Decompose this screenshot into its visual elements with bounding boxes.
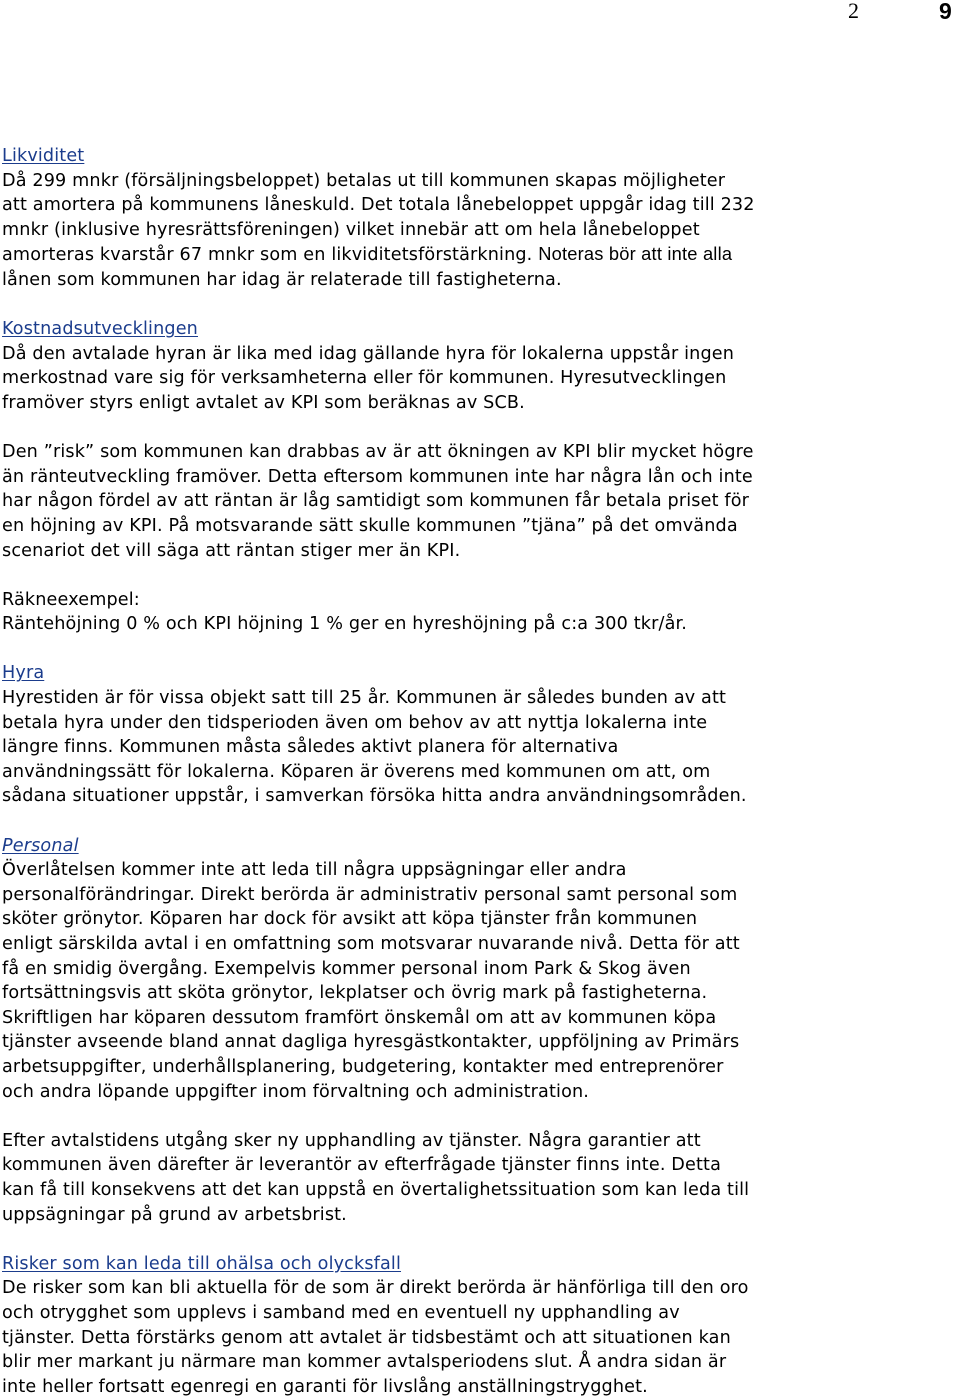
text-line: användningssätt för lokalerna. Köparen är överens med kommunen om att, om bbox=[2, 761, 711, 782]
text-line: tjänster avseende bland annat dagliga hyresgästkontakter, uppföljning av Primärs bbox=[2, 1032, 740, 1053]
text-line: blir mer markant ju närmare man kommer avtalsperiodens slut. Å andra sidan är bbox=[2, 1352, 727, 1373]
label-rakneexempel: Räkneexempel: bbox=[2, 589, 140, 610]
heading-risker: Risker som kan leda till ohälsa och olycksfall bbox=[2, 1253, 402, 1274]
text-line: har någon fördel av att räntan är låg samtidigt som kommunen får betala priset för bbox=[2, 491, 750, 512]
text-line: Den ”risk” som kommunen kan drabbas av är att ökningen av KPI blir mycket högre bbox=[2, 442, 754, 463]
section-kostnadsutvecklingen bbox=[2, 317, 958, 415]
text-line: mnkr (inklusive hyresrättsföreningen) vilket innebär att om hela lånebeloppet bbox=[2, 219, 700, 240]
text-line: personalförändringar. Direkt berörda är administrativ personal samt personal som bbox=[2, 884, 738, 905]
text-line: kommunen även därefter är leverantör av efterfrågade tjänster finns inte. Detta bbox=[2, 1155, 722, 1176]
text-line: inte heller fortsatt egenregi en garanti för livslång anställningstrygghet. bbox=[2, 1376, 648, 1397]
page-count: 9 bbox=[939, 0, 952, 24]
text-line: sköter grönytor. Köparen har dock för avsikt att köpa tjänster från kommunen bbox=[2, 909, 698, 930]
text-line: än ränteutveckling framöver. Detta eftersom kommunen inte har några lån och inte bbox=[2, 466, 753, 487]
text-line: Skriftligen har köparen dessutom framfört önskemål om att av kommunen köpa bbox=[2, 1007, 717, 1028]
text-line: få en smidig övergång. Exempelvis kommer personal inom Park & Skog även bbox=[2, 958, 691, 979]
text-line: uppsägningar på grund av arbetsbrist. bbox=[2, 1204, 347, 1225]
document-body bbox=[2, 144, 958, 1399]
text-line: att amortera på kommunens låneskuld. Det totala lånebeloppet uppgår idag till 232 bbox=[2, 195, 755, 216]
section-personal bbox=[2, 834, 958, 1105]
text-line: längre finns. Kommunen måsta således aktivt planera för alternativa bbox=[2, 737, 619, 758]
text-line: Då 299 mnkr (försäljningsbeloppet) betalas ut till kommunen skapas möjligheter bbox=[2, 170, 726, 191]
section-hyra bbox=[2, 661, 958, 809]
section-likviditet bbox=[2, 144, 958, 293]
text-line: betala hyra under den tidsperioden även om behov av att nyttja lokalerna inte bbox=[2, 712, 708, 733]
text-line: lånen som kommunen har idag är relaterade till fastigheterna. bbox=[2, 269, 562, 290]
text-line: Efter avtalstidens utgång sker ny upphandling av tjänster. Några garantier att bbox=[2, 1130, 701, 1151]
text-line: fortsättningsvis att sköta grönytor, lekplatser och övrig mark på fastigheterna. bbox=[2, 983, 708, 1004]
section-risker bbox=[2, 1252, 958, 1399]
text-line: sådana situationer uppstår, i samverkan försöka hitta andra användningsområden. bbox=[2, 786, 747, 807]
text-line: Överlåtelsen kommer inte att leda till några uppsägningar eller andra bbox=[2, 860, 627, 881]
heading-kostnadsutvecklingen: Kostnadsutvecklingen bbox=[2, 319, 198, 340]
text-line: och andra löpande uppgifter inom förvaltning och administration. bbox=[2, 1081, 590, 1102]
text-line: De risker som kan bli aktuella för de som är direkt berörda är hänförliga till den oro bbox=[2, 1278, 749, 1299]
heading-personal: Personal bbox=[2, 835, 79, 856]
heading-hyra: Hyra bbox=[2, 663, 45, 684]
text-line: Då den avtalade hyran är lika med idag gällande hyra för lokalerna uppstår ingen bbox=[2, 343, 735, 364]
text-line: enligt särskilda avtal i en omfattning som motsvarar nuvarande nivå. Detta för att bbox=[2, 934, 740, 954]
text-line: arbetsuppgifter, underhållsplanering, budgetering, kontakter med entreprenörer bbox=[2, 1056, 724, 1077]
heading-likviditet: Likviditet bbox=[2, 146, 85, 166]
text-line: kan få till konsekvens att det kan uppstå en övertalighetssituation som kan leda till bbox=[2, 1179, 750, 1200]
page-number: 2 bbox=[848, 0, 859, 23]
text-line: och otrygghet som upplevs i samband med en eventuell ny upphandling av bbox=[2, 1302, 680, 1323]
text-line: Hyrestiden är för vissa objekt satt till 25 år. Kommunen är således bunden av att bbox=[2, 688, 727, 709]
text-fragment: Noteras bör att inte alla bbox=[538, 243, 733, 265]
section-avtalstid bbox=[2, 1129, 958, 1227]
text-line bbox=[2, 242, 958, 268]
text-line: framöver styrs enligt avtalet av KPI som beräknas av SCB. bbox=[2, 392, 525, 413]
text-line: en höjning av KPI. På motsvarande sätt skulle kommunen ”tjäna” på det omvända bbox=[2, 515, 738, 536]
section-rakneexempel bbox=[2, 588, 958, 637]
text-line: Räntehöjning 0 % och KPI höjning 1 % ger en hyreshöjning på c:a 300 tkr/år. bbox=[2, 614, 688, 635]
text-line: scenariot det vill säga att räntan stiger mer än KPI. bbox=[2, 540, 461, 561]
text-line: merkostnad vare sig för verksamheterna eller för kommunen. Hyresutvecklingen bbox=[2, 368, 727, 389]
text-fragment: amorteras kvarstår 67 mnkr som en likviditetsförstärkning. bbox=[2, 245, 533, 266]
text-line: tjänster. Detta förstärks genom att avtalet är tidsbestämt och att situationen kan bbox=[2, 1327, 731, 1348]
section-risk bbox=[2, 440, 958, 563]
